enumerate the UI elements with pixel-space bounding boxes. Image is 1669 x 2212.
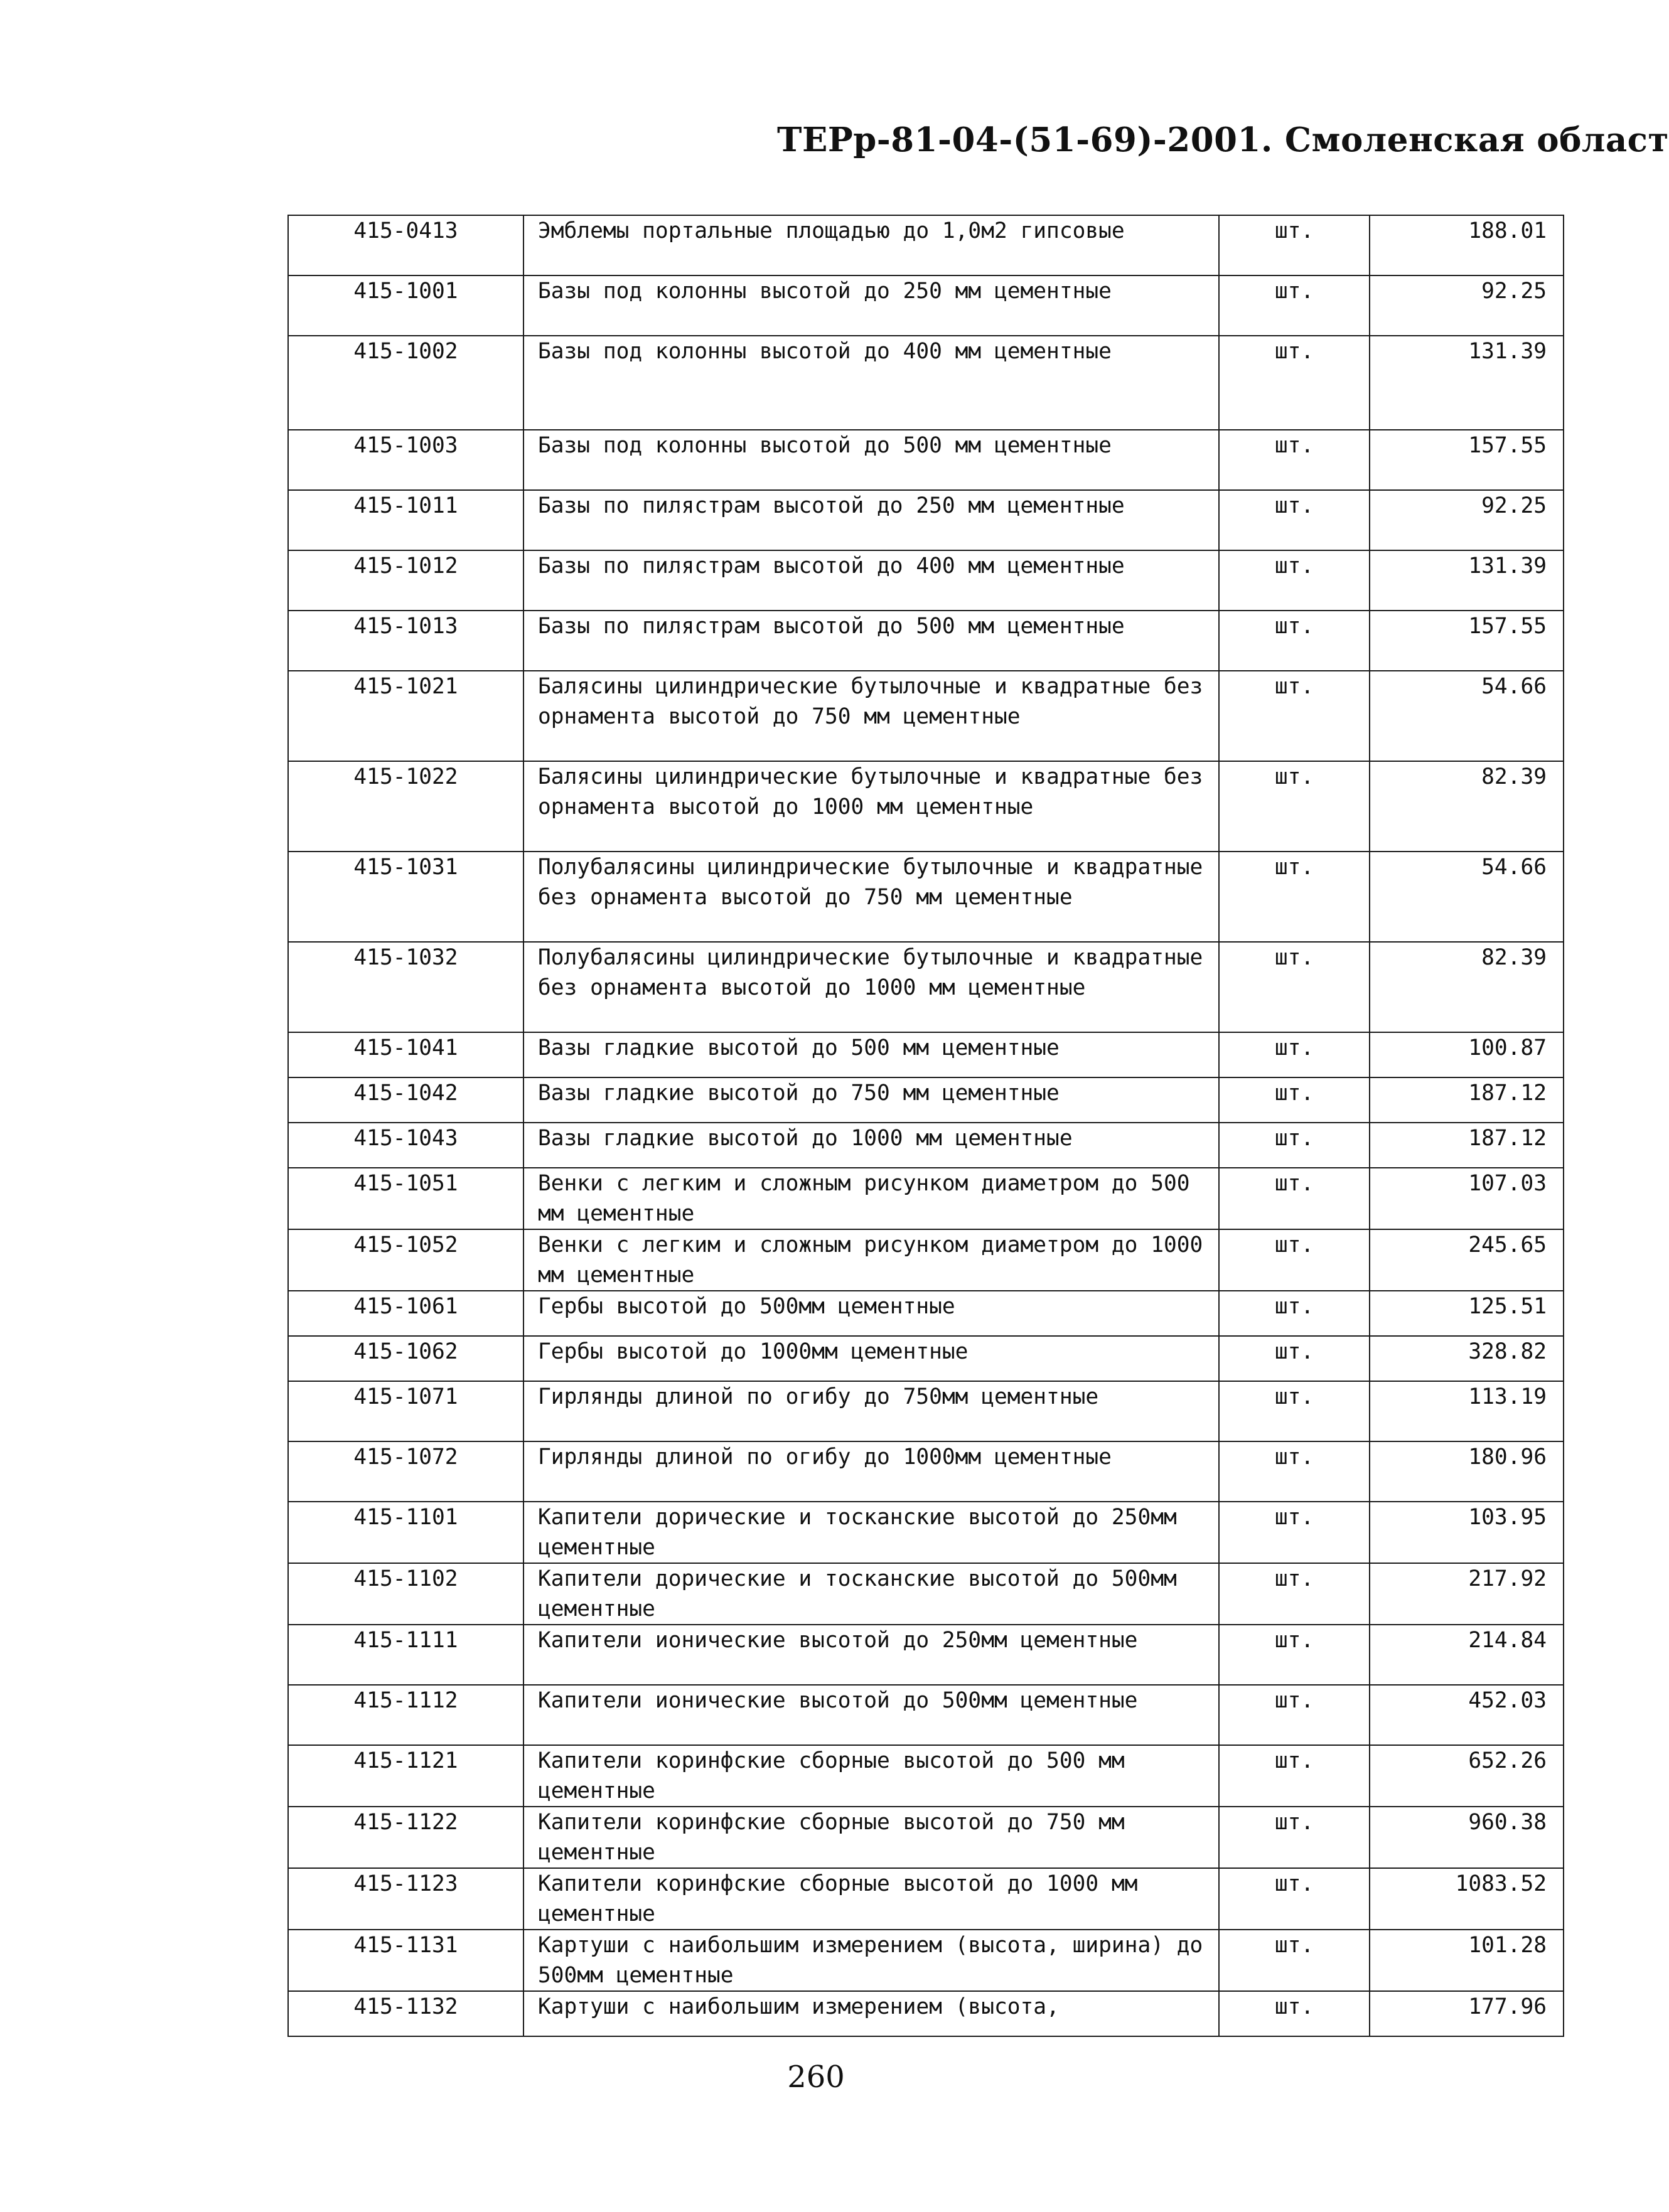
unit: шт. <box>1219 275 1370 336</box>
unit: шт. <box>1219 1930 1370 1991</box>
price: 960.38 <box>1370 1807 1564 1868</box>
table-row <box>288 1336 1564 1381</box>
work-name: Вазы гладкие высотой до 1000 мм цементные <box>523 1123 1219 1168</box>
unit: шт. <box>1219 611 1370 671</box>
work-name: Гирлянды длиной по огибу до 1000мм цементные <box>523 1441 1219 1502</box>
table-row <box>288 1625 1564 1685</box>
table-row <box>288 215 1564 275</box>
rate-code: 415-1031 <box>288 852 523 942</box>
unit: шт. <box>1219 1229 1370 1291</box>
price: 100.87 <box>1370 1032 1564 1077</box>
price: 188.01 <box>1370 215 1564 275</box>
rate-code: 415-1123 <box>288 1868 523 1930</box>
table-row <box>288 275 1564 336</box>
unit: шт. <box>1219 215 1370 275</box>
work-name: Базы по пилястрам высотой до 250 мм цементные <box>523 490 1219 550</box>
rate-code: 415-1022 <box>288 761 523 852</box>
work-name: Балясины цилиндрические бутылочные и квадратные без орнамента высотой до 750 мм цементные <box>523 671 1219 761</box>
unit: шт. <box>1219 1123 1370 1168</box>
unit: шт. <box>1219 1381 1370 1441</box>
work-name: Капители коринфские сборные высотой до 1000 мм цементные <box>523 1868 1219 1930</box>
table-row <box>288 430 1564 490</box>
price: 217.92 <box>1370 1563 1564 1625</box>
unit: шт. <box>1219 761 1370 852</box>
table-row <box>288 490 1564 550</box>
work-name: Капители дорические и тосканские высотой до 500мм цементные <box>523 1563 1219 1625</box>
work-name: Гербы высотой до 500мм цементные <box>523 1291 1219 1336</box>
price: 157.55 <box>1370 611 1564 671</box>
table-row <box>288 1745 1564 1807</box>
price: 82.39 <box>1370 761 1564 852</box>
price: 177.96 <box>1370 1991 1564 2036</box>
unit: шт. <box>1219 1745 1370 1807</box>
rate-code: 415-1002 <box>288 336 523 430</box>
price: 125.51 <box>1370 1291 1564 1336</box>
unit: шт. <box>1219 671 1370 761</box>
table-row <box>288 1807 1564 1868</box>
table-row <box>288 761 1564 852</box>
work-name: Балясины цилиндрические бутылочные и квадратные без орнамента высотой до 1000 мм цементные <box>523 761 1219 852</box>
work-name: Картуши с наибольшим измерением (высота, ширина) до 500мм цементные <box>523 1930 1219 1991</box>
work-name: Вазы гладкие высотой до 500 мм цементные <box>523 1032 1219 1077</box>
rate-code: 415-1061 <box>288 1291 523 1336</box>
work-name: Базы по пилястрам высотой до 500 мм цементные <box>523 611 1219 671</box>
table-row <box>288 1502 1564 1563</box>
rate-code: 415-1111 <box>288 1625 523 1685</box>
rate-code: 415-1043 <box>288 1123 523 1168</box>
rate-code: 415-1052 <box>288 1229 523 1291</box>
price: 103.95 <box>1370 1502 1564 1563</box>
table-row <box>288 1930 1564 1991</box>
table-row <box>288 550 1564 611</box>
work-name: Капители дорические и тосканские высотой до 250мм цементные <box>523 1502 1219 1563</box>
table-row <box>288 1685 1564 1745</box>
work-name: Полубалясины цилиндрические бутылочные и квадратные без орнамента высотой до 1000 мм цементные <box>523 942 1219 1032</box>
unit: шт. <box>1219 1291 1370 1336</box>
work-name: Капители коринфские сборные высотой до 750 мм цементные <box>523 1807 1219 1868</box>
rate-code: 415-1003 <box>288 430 523 490</box>
work-name: Полубалясины цилиндрические бутылочные и квадратные без орнамента высотой до 750 мм цементные <box>523 852 1219 942</box>
rate-code: 415-1102 <box>288 1563 523 1625</box>
rate-code: 415-1132 <box>288 1991 523 2036</box>
price: 54.66 <box>1370 852 1564 942</box>
price: 131.39 <box>1370 550 1564 611</box>
unit: шт. <box>1219 1032 1370 1077</box>
work-name: Капители коринфские сборные высотой до 500 мм цементные <box>523 1745 1219 1807</box>
rate-code: 415-1071 <box>288 1381 523 1441</box>
table-row <box>288 1229 1564 1291</box>
unit: шт. <box>1219 1441 1370 1502</box>
unit: шт. <box>1219 1685 1370 1745</box>
rate-code: 415-1001 <box>288 275 523 336</box>
price: 82.39 <box>1370 942 1564 1032</box>
table-row <box>288 671 1564 761</box>
unit: шт. <box>1219 336 1370 430</box>
work-name: Капители ионические высотой до 250мм цементные <box>523 1625 1219 1685</box>
rate-code: 415-1062 <box>288 1336 523 1381</box>
work-name: Гербы высотой до 1000мм цементные <box>523 1336 1219 1381</box>
rate-code: 415-1011 <box>288 490 523 550</box>
table-row <box>288 1123 1564 1168</box>
unit: шт. <box>1219 1625 1370 1685</box>
price: 92.25 <box>1370 275 1564 336</box>
table-row <box>288 1868 1564 1930</box>
work-name: Венки с легким и сложным рисунком диаметром до 1000 мм цементные <box>523 1229 1219 1291</box>
price: 187.12 <box>1370 1077 1564 1123</box>
price: 54.66 <box>1370 671 1564 761</box>
unit: шт. <box>1219 490 1370 550</box>
work-name: Гирлянды длиной по огибу до 750мм цементные <box>523 1381 1219 1441</box>
price: 107.03 <box>1370 1168 1564 1229</box>
unit: шт. <box>1219 852 1370 942</box>
price: 452.03 <box>1370 1685 1564 1745</box>
table-row <box>288 611 1564 671</box>
work-name: Картуши с наибольшим измерением (высота, <box>523 1991 1219 2036</box>
work-name: Венки с легким и сложным рисунком диаметром до 500 мм цементные <box>523 1168 1219 1229</box>
price: 131.39 <box>1370 336 1564 430</box>
table-row <box>288 1381 1564 1441</box>
unit: шт. <box>1219 1991 1370 2036</box>
price: 214.84 <box>1370 1625 1564 1685</box>
price: 245.65 <box>1370 1229 1564 1291</box>
rate-code: 415-1121 <box>288 1745 523 1807</box>
work-name: Вазы гладкие высотой до 750 мм цементные <box>523 1077 1219 1123</box>
table-row <box>288 852 1564 942</box>
unit: шт. <box>1219 430 1370 490</box>
rate-code: 415-1072 <box>288 1441 523 1502</box>
unit: шт. <box>1219 550 1370 611</box>
rate-code: 415-1021 <box>288 671 523 761</box>
table-row <box>288 1032 1564 1077</box>
rate-code: 415-1012 <box>288 550 523 611</box>
unit: шт. <box>1219 1807 1370 1868</box>
rate-code: 415-1051 <box>288 1168 523 1229</box>
price: 101.28 <box>1370 1930 1564 1991</box>
rate-code: 415-1122 <box>288 1807 523 1868</box>
work-name: Базы под колонны высотой до 400 мм цементные <box>523 336 1219 430</box>
table-row <box>288 1077 1564 1123</box>
table-row <box>288 1441 1564 1502</box>
work-name: Капители ионические высотой до 500мм цементные <box>523 1685 1219 1745</box>
price: 180.96 <box>1370 1441 1564 1502</box>
work-name: Базы под колонны высотой до 250 мм цементные <box>523 275 1219 336</box>
work-name: Базы под колонны высотой до 500 мм цементные <box>523 430 1219 490</box>
page-title: ТЕРр-81-04-(51-69)-2001. Смоленская област <box>777 120 1669 159</box>
price: 92.25 <box>1370 490 1564 550</box>
table-row <box>288 336 1564 430</box>
price-table <box>287 215 1564 2037</box>
work-name: Базы по пилястрам высотой до 400 мм цементные <box>523 550 1219 611</box>
price: 113.19 <box>1370 1381 1564 1441</box>
price: 652.26 <box>1370 1745 1564 1807</box>
table-row <box>288 1168 1564 1229</box>
rate-code: 415-0413 <box>288 215 523 275</box>
unit: шт. <box>1219 1563 1370 1625</box>
rate-code: 415-1112 <box>288 1685 523 1745</box>
rate-code: 415-1032 <box>288 942 523 1032</box>
price: 1083.52 <box>1370 1868 1564 1930</box>
unit: шт. <box>1219 1168 1370 1229</box>
table-row <box>288 942 1564 1032</box>
work-name: Эмблемы портальные площадью до 1,0м2 гипсовые <box>523 215 1219 275</box>
price: 187.12 <box>1370 1123 1564 1168</box>
rate-code: 415-1013 <box>288 611 523 671</box>
price: 328.82 <box>1370 1336 1564 1381</box>
unit: шт. <box>1219 942 1370 1032</box>
rate-code: 415-1131 <box>288 1930 523 1991</box>
rate-code: 415-1101 <box>288 1502 523 1563</box>
unit: шт. <box>1219 1502 1370 1563</box>
table-row <box>288 1563 1564 1625</box>
rate-code: 415-1041 <box>288 1032 523 1077</box>
price: 157.55 <box>1370 430 1564 490</box>
table-row <box>288 1291 1564 1336</box>
table-row <box>288 1991 1564 2036</box>
page-number: 260 <box>787 2060 845 2095</box>
unit: шт. <box>1219 1336 1370 1381</box>
table-body <box>288 215 1564 2036</box>
unit: шт. <box>1219 1868 1370 1930</box>
unit: шт. <box>1219 1077 1370 1123</box>
rate-code: 415-1042 <box>288 1077 523 1123</box>
